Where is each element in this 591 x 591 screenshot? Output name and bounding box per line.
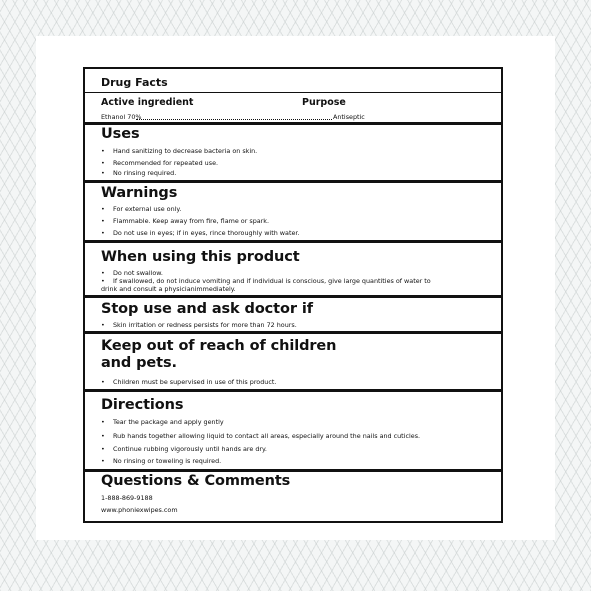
keep-out-heading-line2: and pets. [101,355,177,371]
warnings-item: • Flammable. Keep away from fire, flame or spark. [113,217,269,225]
drug-facts-title: Drug Facts [101,76,168,89]
uses-item: • No rinsing required. [113,169,176,177]
drug-facts-panel [83,67,503,523]
uses-item: • Recommended for repeated use. [113,159,218,167]
section-divider [85,180,501,183]
stop-use-item: • Skin irritation or redness persists for more than 72 hours. [113,321,297,329]
section-divider [85,331,501,334]
uses-item: • Hand sanitizing to decrease bacteria on skin. [113,147,257,155]
uses-heading: Uses [101,126,140,142]
directions-item: • Rub hands together allowing liquid to contact all areas, especially around the nails and cuticles. [113,432,420,440]
stop-use-heading: Stop use and ask doctor if [101,301,313,317]
purpose-value: Antiseptic [333,113,365,121]
leader-dots [136,119,332,121]
directions-heading: Directions [101,397,184,413]
title-divider [85,92,501,93]
warnings-item: • Do not use in eyes; if in eyes, rince thoroughly with water. [113,229,299,237]
directions-item: • No rinsing or toweling is required. [113,457,221,465]
directions-item: • Tear the package and apply gently [113,418,224,426]
when-using-heading: When using this product [101,249,300,265]
directions-item: • Continue rubbing vigorously until hands are dry. [113,445,267,453]
when-using-item: • Do not swallow. [113,269,163,277]
phone-number: 1-888-869-9188 [101,494,153,502]
purpose-heading: Purpose [302,97,346,108]
ingredient-value: Ethanol 70% [101,113,142,121]
when-using-item: • If swallowed, do not induce vomiting and if individual is conscious, give large quantities of water to [113,277,431,285]
section-divider [85,389,501,392]
active-ingredient-heading: Active ingredient [101,97,194,108]
section-divider [85,295,501,298]
warnings-item: • For external use only. [113,205,181,213]
website: www.phoniexwipes.com [101,506,178,514]
keep-out-item: • Children must be supervised in use of this product. [113,378,276,386]
keep-out-heading-line1: Keep out of reach of children [101,338,337,354]
section-divider [85,240,501,243]
section-divider [85,122,501,125]
questions-heading: Questions & Comments [101,473,291,489]
section-divider [85,469,501,472]
when-using-item-continued: drink and consult a physicianimmediately. [101,285,236,293]
warnings-heading: Warnings [101,185,178,201]
